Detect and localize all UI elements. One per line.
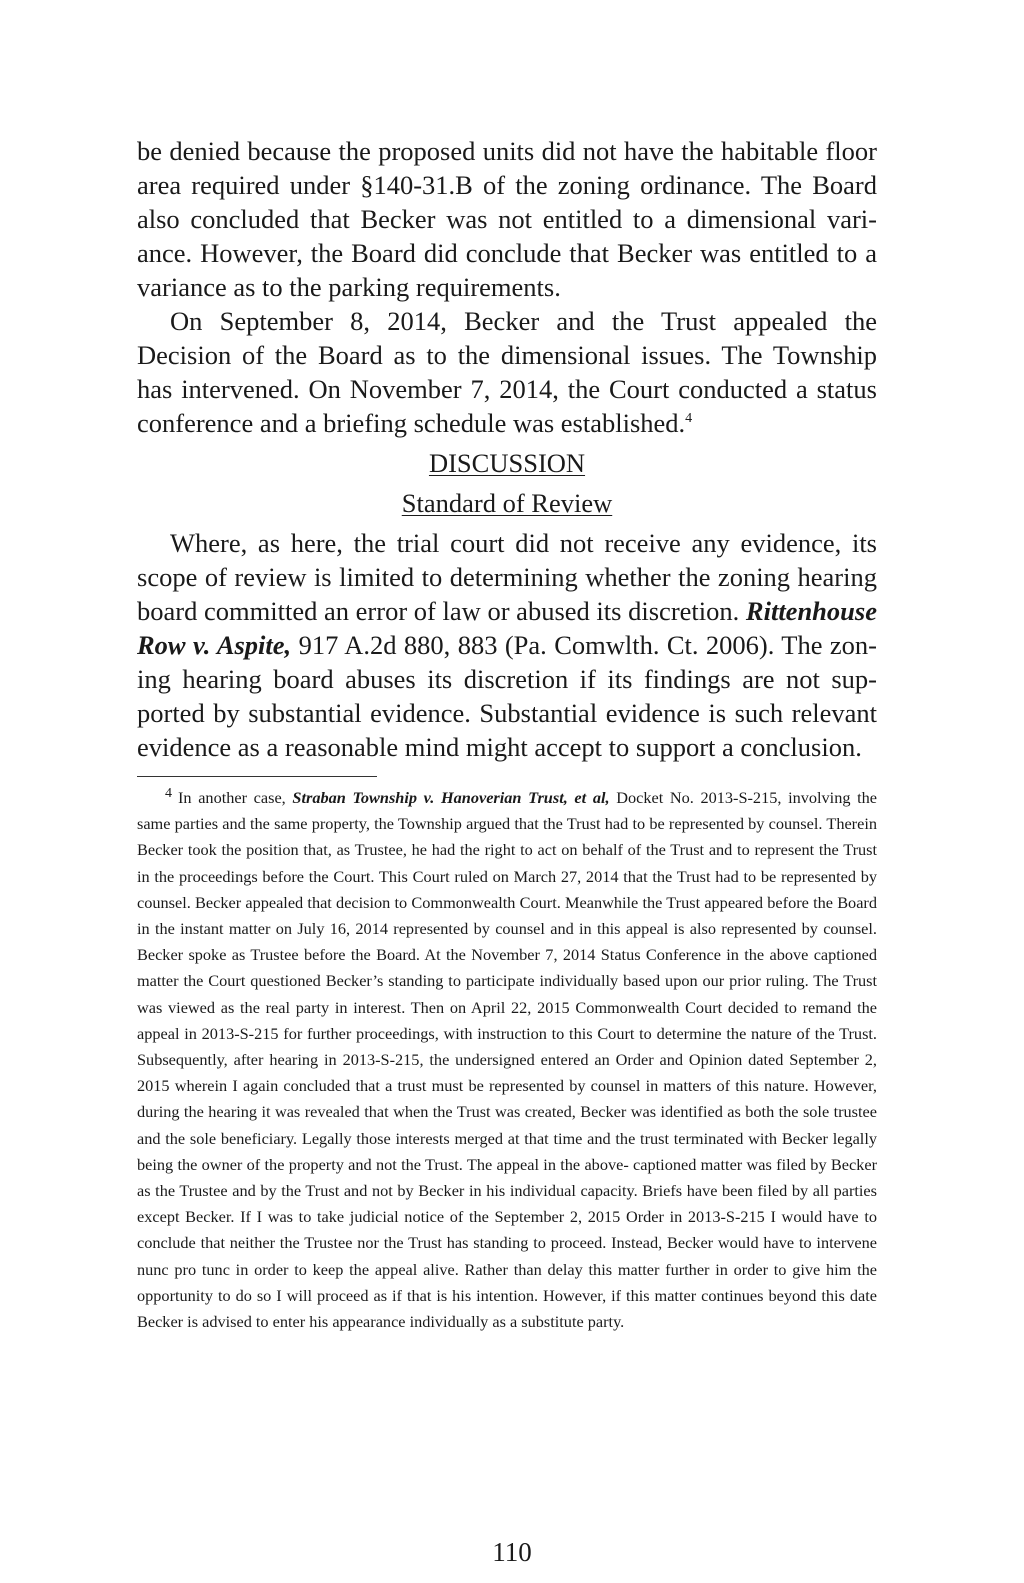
section-heading-discussion: DISCUSSION (428, 448, 586, 478)
footnote-4 (137, 785, 877, 1335)
footnote-lead: In another case, (178, 788, 293, 807)
footnote-body: Docket No. 2013-S-215, involving the same parties and the same property, the Township argued that the Trust had to be represented by counsel. Therein Becker took the position that, as Trustee, he had the right to act on behalf of the Trust and to represent the Trust in the proceedings before the Court. This Court ruled on March 27, 2014 that the Trust had to be represented by counsel. Becker appealed that decision to Commonwealth Court. Meanwhile the Trust appeared before the Board in the instant matter on July 16, 2014 represented by counsel and in this appeal is also represented by counsel. Becker spoke as Trustee before the Board. At the November 7, 2014 Status Conference in the above captioned matter the Court questioned Becker’s standing to participate individually based upon our prior ruling. The Trust was viewed as the real party in interest. Then on April 22, 2015 Commonwealth Court decided to remand the appeal in 2013-S-215 for further proceedings, with instruction to this Court to determine the nature of the Trust. Subsequently, after hearing in 2013-S-215, the undersigned entered an Order and Opinion dated September 2, 2015 wherein I again concluded that a trust must be represented by counsel in matters of this nature. However, during the hearing it was revealed that when the Trust was created, Becker was identified as both the sole trustee and the sole beneficiary. Legally those interests merged at that time and the trust terminated with Becker legally being the owner of the property and not the Trust. The appeal in the above- captioned matter was filed by Becker as the Trustee and by the Trust and not by Becker in his individual capacity. Briefs have been filed by all parties except Becker. If I was to take judicial notice of the September 2, 2015 Order in 2013-S-215 I would have to conclude that neither the Trustee nor the Trust has standing to proceed. Instead, Becker would have to intervene nunc pro tunc in order to keep the appeal alive. Rather than delay this matter further in order to give him the opportunity to do so I will proceed as if that is his intention. However, if this matter continues beyond this date Becker is advised to enter his appearance individually as a substitute party. (137, 788, 878, 1332)
paragraph-appeal (137, 304, 877, 440)
paragraph-3-text-b: 917 A.2d 880, 883 (Pa. Comwlth. Ct. 2006). The zoning hearing board abuses its discretion if its findings are not supported by substantial evidence. Substantial evidence is such relevant evidence as a reasonable mind might accept to support a conclusion. (137, 630, 877, 762)
footnote-number: 4 (165, 785, 172, 801)
footnote-reference[interactable]: 4 (685, 411, 693, 427)
footnote-divider (137, 776, 377, 777)
paragraph-2-text: On September 8, 2014, Becker and the Trust appealed the Decision of the Board as to the dimensional issues. The Township has intervened. On November 7, 2014, the Court conducted a status conference and a briefing schedule was established. (137, 306, 877, 438)
document-page (137, 134, 877, 1335)
paragraph-continued (137, 134, 877, 304)
paragraph-standard (137, 526, 877, 764)
subheading-standard-of-review: Standard of Review (401, 488, 613, 518)
footnote-case-citation: Straban Township v. Hanoverian Trust, et al, (292, 788, 610, 807)
paragraph-1-text: be denied because the proposed units did not have the habitable floor area required under §140-31.B of the zoning ordinance. The Board also concluded that Becker was not entitled to a dimensional variance. However, the Board did conclude that Becker was entitled to a variance as to the parking requirements. (137, 136, 877, 302)
page-number: 110 (492, 1537, 532, 1567)
case-citation: Rittenhouse Row v. Aspite, (137, 596, 877, 660)
paragraph-3-text-a: Where, as here, the trial court did not receive any evidence, its scope of review is limited to determining whether the zoning hearing board committed an error of law or abused its discretion. (137, 528, 877, 626)
